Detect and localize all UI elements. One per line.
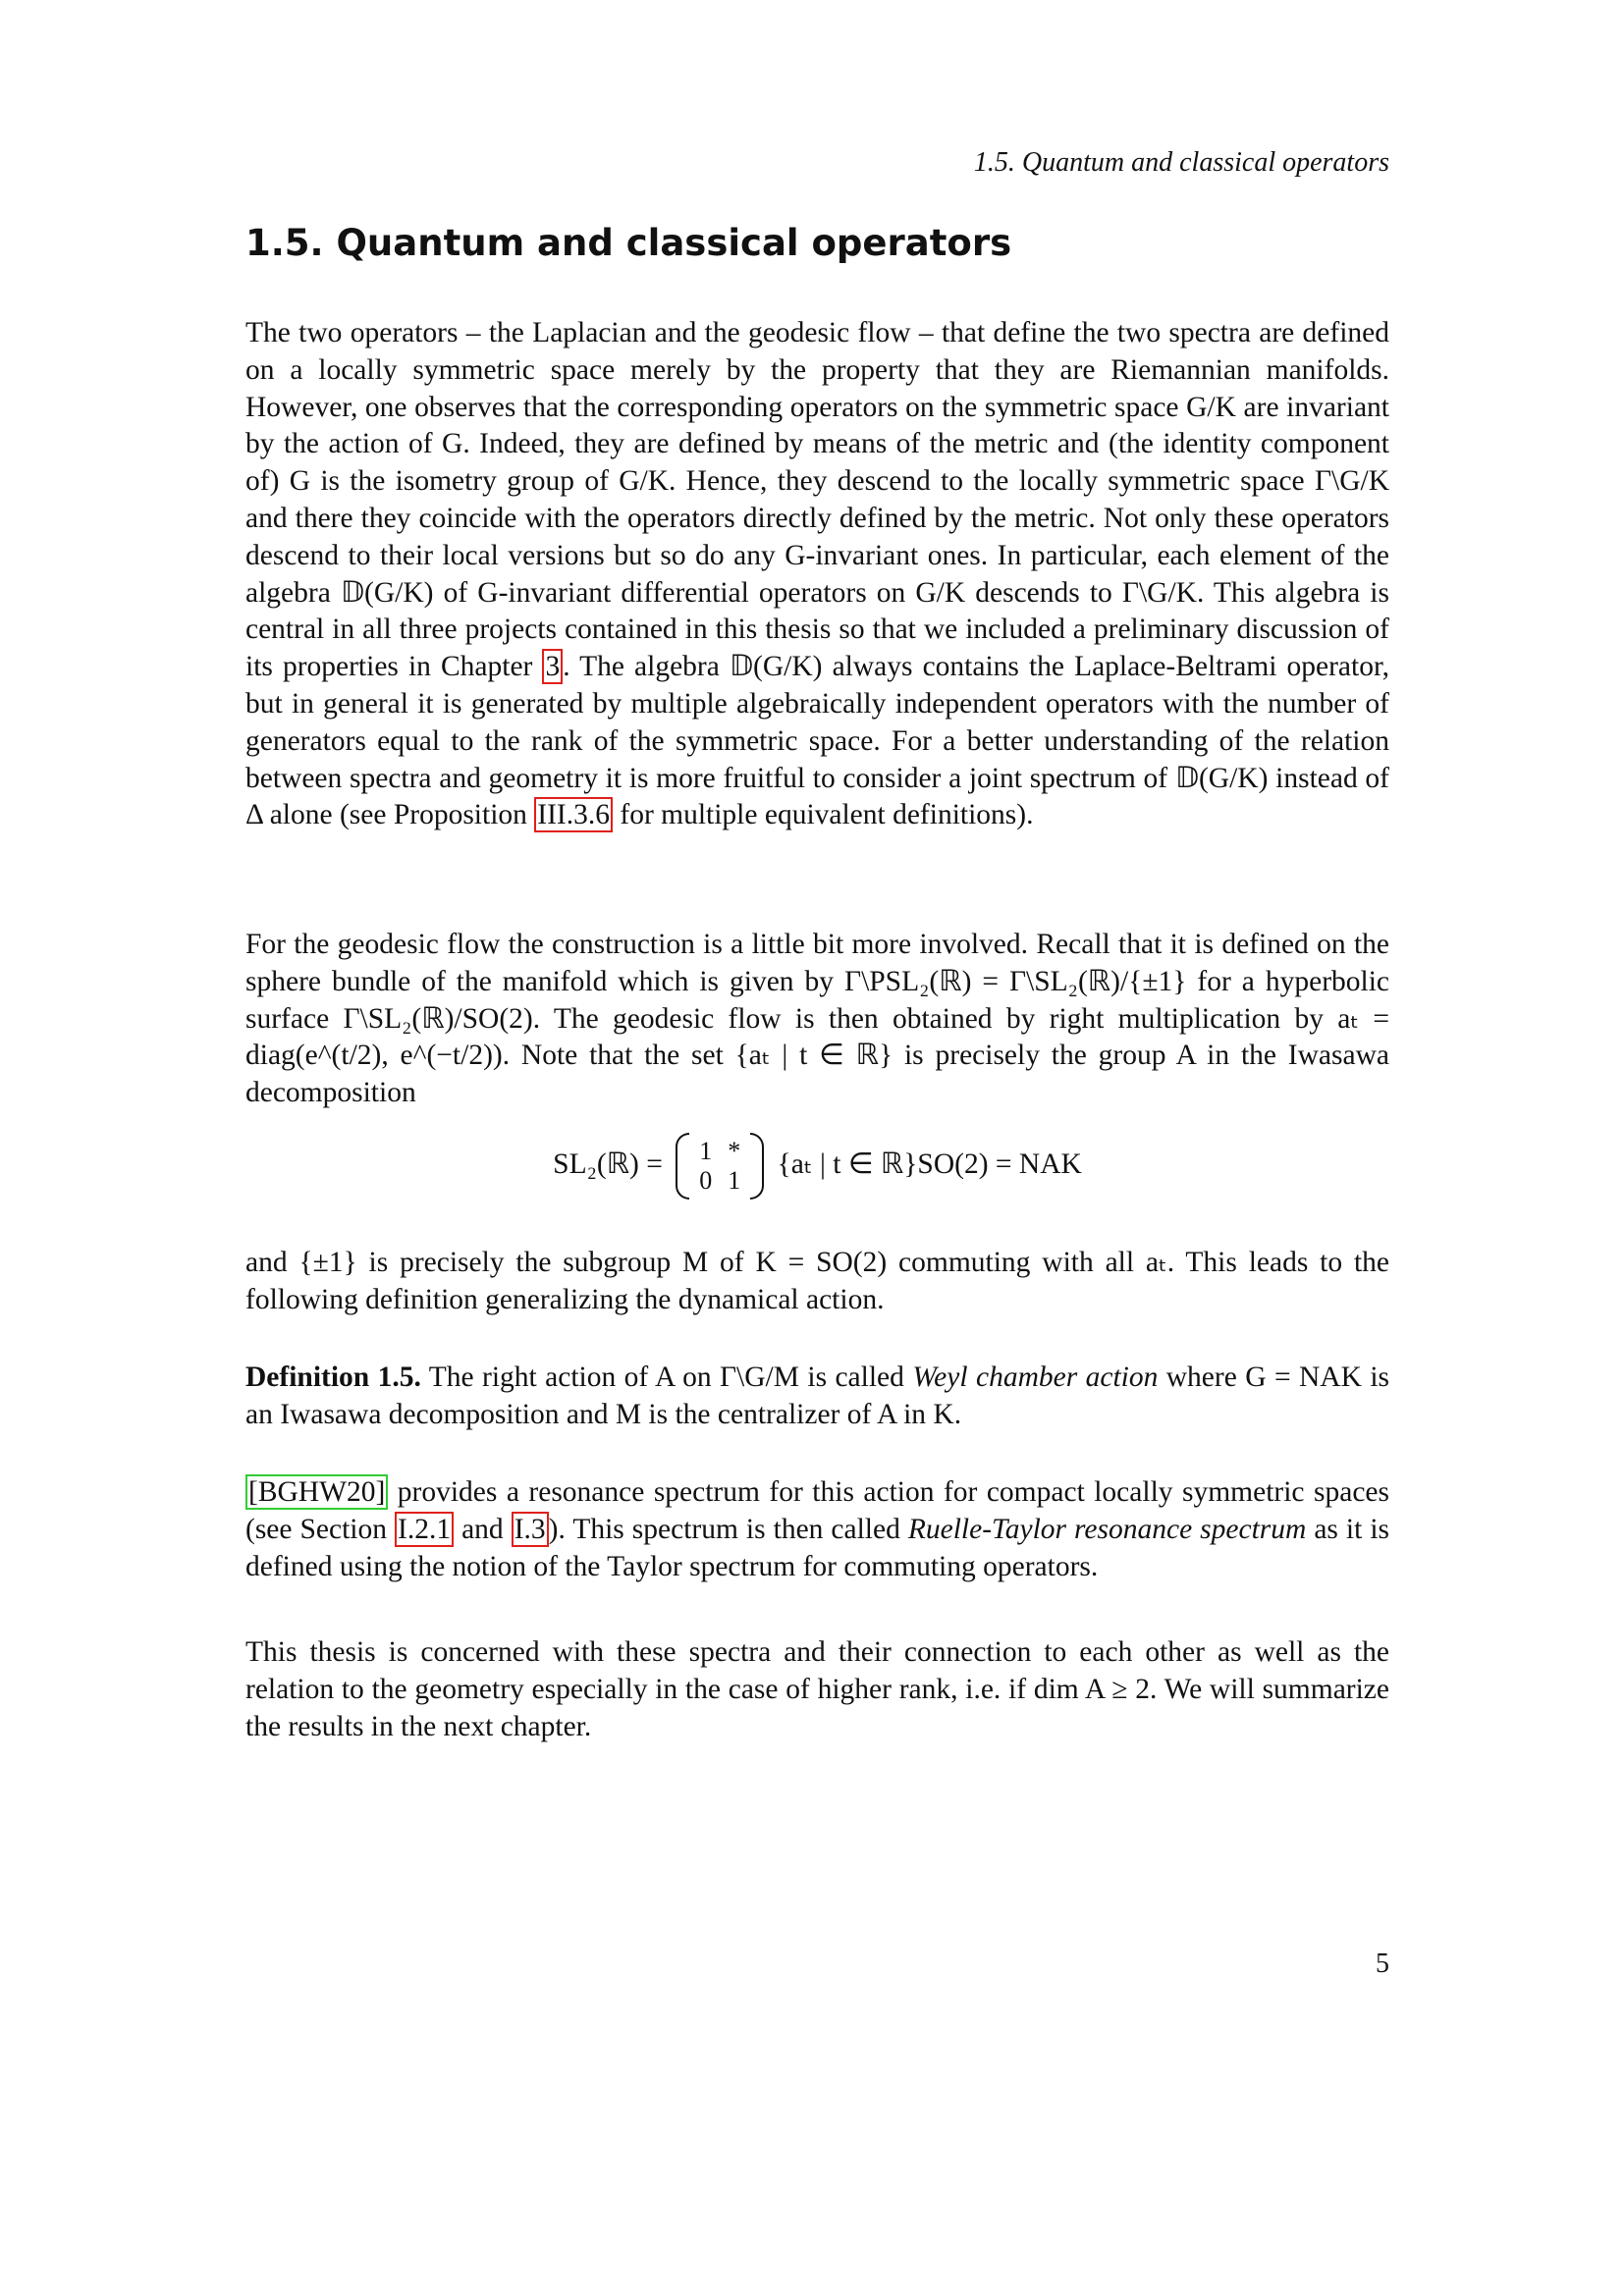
page-number: 5 [1376,1949,1389,1979]
equation-lhs: SL₂(ℝ) = [553,1148,663,1180]
paragraph-text: provides a resonance spectrum for this action for compact locally symmetric spaces (see Section [245,1476,1389,1545]
section-link[interactable]: I.3 [512,1512,549,1547]
paragraph-operators [245,315,1389,834]
section-title: 1.5. Quantum and classical operators [245,222,1012,264]
resonance-term: Ruelle-Taylor resonance spectrum [907,1513,1307,1545]
definition-label: Definition 1.5. [245,1362,421,1393]
matrix-entry: 0 [699,1166,713,1195]
paragraph-text: ). This spectrum is then called [548,1513,908,1545]
citation-link[interactable]: [BGHW20] [245,1474,388,1510]
matrix-entry: 1 [728,1166,741,1195]
paragraph-text: and [454,1513,512,1545]
paragraph-thesis-summary: This thesis is concerned with these spectra and their connection to each other as well as the relation to the geometry especially in the case of higher rank, i.e. if dim A ≥ 2. We will summarize the results in the next chapter. [245,1636,1389,1742]
proposition-link[interactable]: III.3.6 [534,797,613,832]
paragraph-text: The two operators – the Laplacian and the geodesic flow – that define the two spectra are defined on a locally symmetric space merely by the property that they are Riemannian manifolds. However, one observes that the corresponding operators on the symmetric space G/K are invariant by the action of G. Indeed, they are defined by means of the metric and (the identity component of) G is the isometry group of G/K. Hence, they descend to the locally symmetric space Γ\G/K and there they coincide with the operators directly defined by the metric. Not only these operators descend to their local versions but so do any G-invariant ones. In particular, each element of the algebra 𝔻(G/K) of G-invariant differential operators on G/K descends to Γ\G/K. This algebra is central in all three projects contained in this thesis so that we included a preliminary discussion of its properties in Chapter [245,317,1389,683]
running-header: 1.5. Quantum and classical operators [973,147,1389,178]
paragraph-text: for multiple equivalent definitions). [613,799,1034,831]
section-link[interactable]: I.2.1 [395,1512,454,1547]
matrix-entry: * [728,1137,741,1165]
paragraph-resonance [245,1474,1389,1585]
iwasawa-equation [245,1137,1389,1196]
definition-1-5 [245,1360,1389,1434]
chapter-link[interactable]: 3 [542,649,563,684]
unipotent-matrix [676,1137,764,1196]
definition-term: Weyl chamber action [912,1362,1159,1393]
paragraph-text: . The algebra 𝔻(G/K) always contains the Laplace-Beltrami operator, but in general it is generated by multiple algebraically independent operators with the number of generators equal to the rank of the symmetric space. For a better understanding of the relation between spectra and geometry it is more fruitful to consider a joint spectrum of 𝔻(G/K) instead of Δ alone (see Proposition [245,651,1389,831]
equation-rhs: {aₜ | t ∈ ℝ}SO(2) = NAK [777,1148,1082,1180]
paragraph-text: as it is defined using the notion of the Taylor spectrum for commuting operators. [245,1513,1390,1582]
paragraph-subgroup-m: and {±1} is precisely the subgroup M of K = SO(2) commuting with all aₜ. This leads to the following definition generalizing the dynamical action. [245,1247,1389,1315]
matrix-entry: 1 [699,1137,713,1165]
definition-text: The right action of A on Γ\G/M is called [420,1362,913,1393]
paragraph-geodesic-flow: For the geodesic flow the construction is a little bit more involved. Recall that it is defined on the sphere bundle of the manifold which is given by Γ\PSL₂(ℝ) = Γ\SL₂(ℝ)/{±1} for a hyperbolic surface Γ\SL₂(ℝ)/SO(2). The geodesic flow is then obtained by right multiplication by aₜ = diag(e^(t/2), e^(−t/2)). Note that the set {aₜ | t ∈ ℝ} is precisely the group A in the Iwasawa decomposition [245,929,1389,1109]
definition-text: where G = NAK is an Iwasawa decomposition and M is the centralizer of A in K. [245,1362,1389,1430]
